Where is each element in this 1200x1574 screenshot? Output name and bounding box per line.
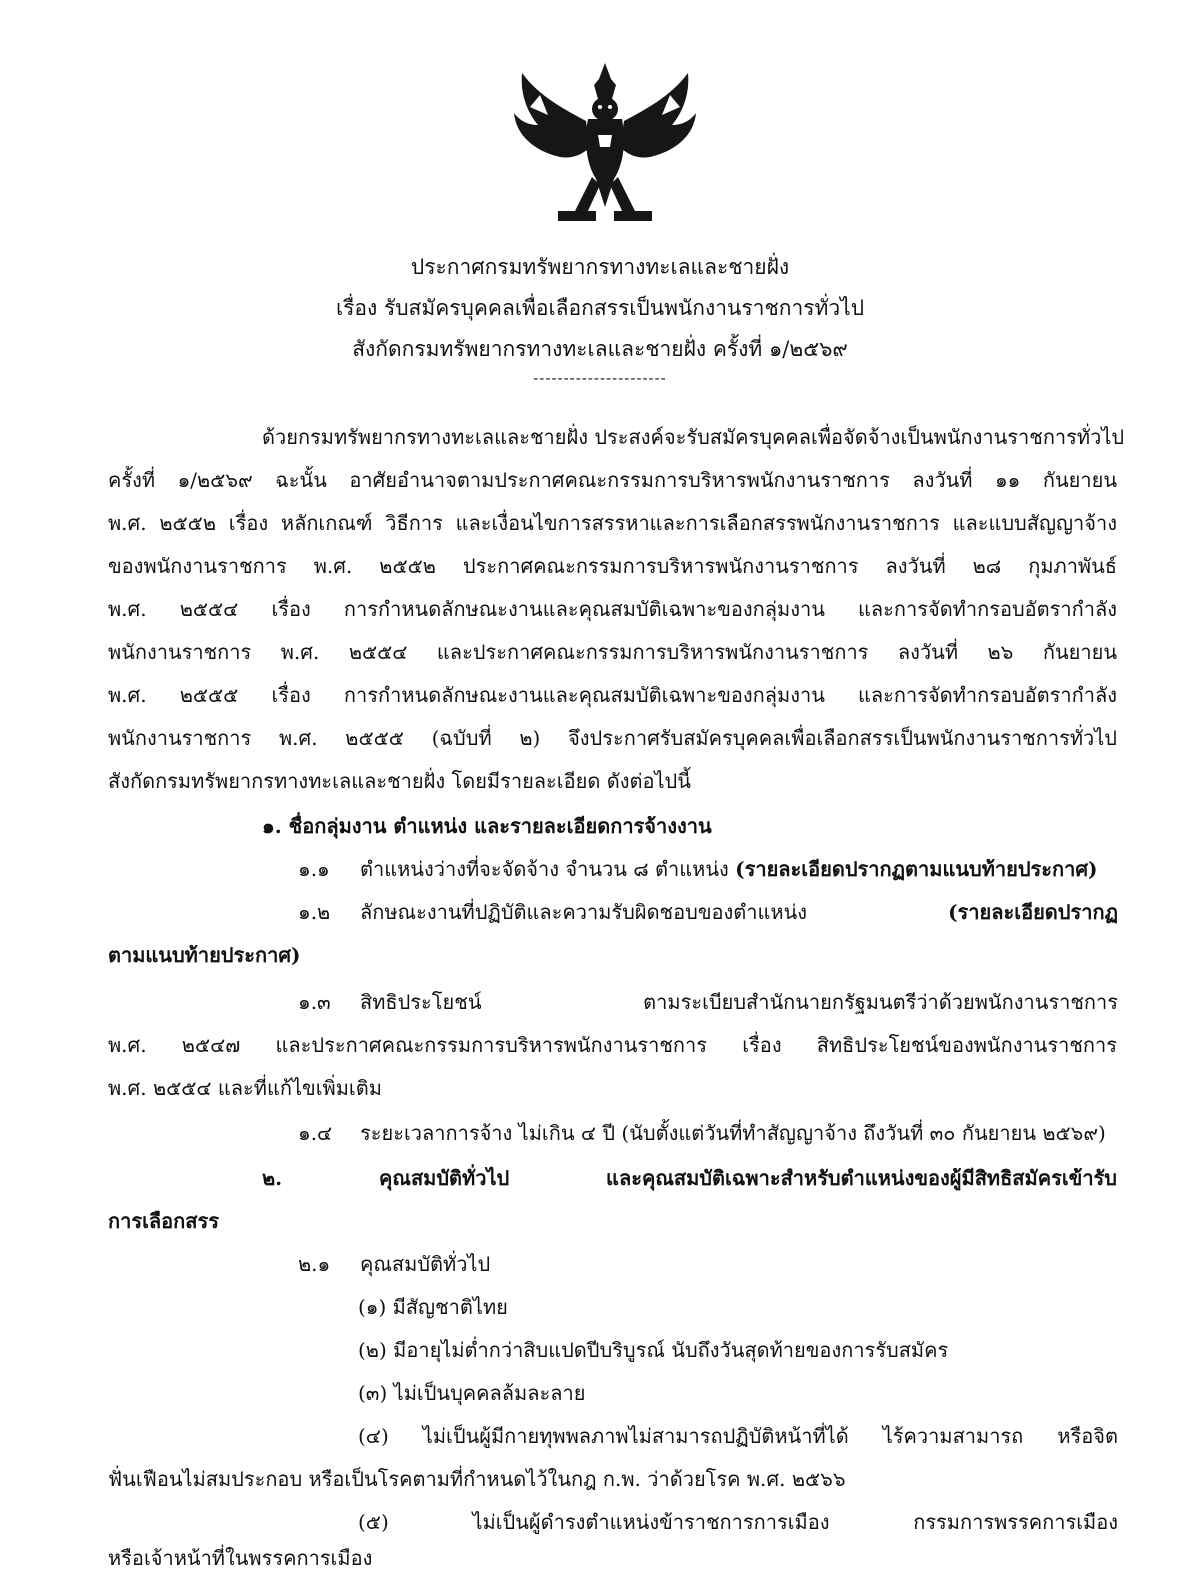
intro-line: ด้วยกรมทรัพยากรทางทะเลและชายฝั่ง ประสงค์จะรับสมัครบุคคลเพื่อจัดจ้างเป็นพนักงานราชการทั่วไป xyxy=(262,425,1125,449)
section-1-heading: ๑. ชื่อกลุ่มงาน ตำแหน่ง และรายละเอียดการจ้างงาน xyxy=(262,814,712,838)
item-1-3-continued: พ.ศ. ๒๕๕๔ และที่แก้ไขเพิ่มเติม xyxy=(108,1076,382,1100)
item-text: สิทธิประโยชน์ ตามระเบียบสำนักนายกรัฐมนตรีว่าด้วยพนักงานราชการ xyxy=(360,990,1118,1014)
item-1-3 xyxy=(298,986,1118,1018)
item-1-4 xyxy=(298,1117,1118,1149)
intro-line: พนักงานราชการ พ.ศ. ๒๕๕๔ และประกาศคณะกรรมการบริหารพนักงานราชการ ลงวันที่ ๒๖ กันยายน xyxy=(108,640,1117,664)
item-1-2 xyxy=(298,896,1118,928)
item-number: ๑.๓ xyxy=(298,990,331,1014)
qualification-item-continued: ฟั่นเฟือนไม่สมประกอบ หรือเป็นโรคตามที่กำหนดไว้ในกฎ ก.พ. ว่าด้วยโรค พ.ศ. ๒๕๖๖ xyxy=(108,1467,846,1491)
section-2-heading-continued: การเลือกสรร xyxy=(108,1209,219,1233)
qualification-item: (๓) ไม่เป็นบุคคลล้มละลาย xyxy=(358,1381,586,1405)
item-number: ๑.๔ xyxy=(298,1121,333,1145)
garuda-emblem-icon xyxy=(500,55,710,230)
intro-line: พ.ศ. ๒๕๕๕ เรื่อง การกำหนดลักษณะงานและคุณสมบัติเฉพาะของกลุ่มงาน และการจัดทำกรอบอัตรากำลัง xyxy=(108,683,1117,707)
qualification-item: (๕) ไม่เป็นผู้ดำรงตำแหน่งข้าราชการการเมือง กรรมการพรรคการเมือง xyxy=(358,1510,1118,1534)
item-1-3-continued: พ.ศ. ๒๕๔๗ และประกาศคณะกรรมการบริหารพนักงานราชการ เรื่อง สิทธิประโยชน์ของพนักงานราชการ xyxy=(108,1033,1117,1057)
qualification-item: (๔) ไม่เป็นผู้มีกายทุพพลภาพไม่สามารถปฏิบัติหน้าที่ได้ ไร้ความสามารถ หรือจิต xyxy=(358,1424,1118,1448)
header-separator: ---------------------- xyxy=(533,369,667,387)
item-text: ตำแหน่งว่างที่จะจัดจ้าง จำนวน ๘ ตำแหน่ง xyxy=(360,857,736,881)
item-text-bold: (รายละเอียดปรากฏ xyxy=(948,900,1118,924)
item-1-2-continued: ตามแนบท้ายประกาศ) xyxy=(108,943,301,967)
intro-line: ของพนักงานราชการ พ.ศ. ๒๕๕๒ ประกาศคณะกรรมการบริหารพนักงานราชการ ลงวันที่ ๒๘ กุมภาพันธ์ xyxy=(108,554,1117,578)
item-text: ระยะเวลาการจ้าง ไม่เกิน ๔ ปี (นับตั้งแต่วันที่ทำสัญญาจ้าง ถึงวันที่ ๓๐ กันยายน ๒๕๖๙) xyxy=(360,1121,1106,1145)
intro-line: พ.ศ. ๒๕๕๔ เรื่อง การกำหนดลักษณะงานและคุณสมบัติเฉพาะของกลุ่มงาน และการจัดทำกรอบอัตรากำลัง xyxy=(108,597,1117,621)
sub-section-2-1 xyxy=(298,1248,490,1280)
item-1-1 xyxy=(298,853,1118,885)
announcement-subject: เรื่อง รับสมัครบุคคลเพื่อเลือกสรรเป็นพนักงานราชการทั่วไป xyxy=(335,296,865,320)
announcement-title: ประกาศกรมทรัพยากรทางทะเลและชายฝั่ง xyxy=(410,255,790,279)
intro-line: ครั้งที่ ๑/๒๕๖๙ ฉะนั้น อาศัยอำนาจตามประกาศคณะกรรมการบริหารพนักงานราชการ ลงวันที่ ๑๑ กันยายน xyxy=(108,468,1117,492)
announcement-affiliation: สังกัดกรมทรัพยากรทางทะเลและชายฝั่ง ครั้งที่ ๑/๒๕๖๙ xyxy=(352,337,848,361)
intro-line: พ.ศ. ๒๕๕๒ เรื่อง หลักเกณฑ์ วิธีการ และเงื่อนไขการสรรหาและการเลือกสรรพนักงานราชการ และแบบสัญญาจ้าง xyxy=(108,511,1117,535)
item-number: ๒.๑ xyxy=(298,1252,331,1276)
item-text: ลักษณะงานที่ปฏิบัติและความรับผิดชอบของตำแหน่ง xyxy=(360,900,949,924)
qualification-item: (๒) มีอายุไม่ต่ำกว่าสิบแปดปีบริบูรณ์ นับถึงวันสุดท้ายของการรับสมัคร xyxy=(358,1338,949,1362)
qualification-item-continued: หรือเจ้าหน้าที่ในพรรคการเมือง xyxy=(108,1546,373,1570)
intro-line: สังกัดกรมทรัพยากรทางทะเลและชายฝั่ง โดยมีรายละเอียด ดังต่อไปนี้ xyxy=(108,769,691,793)
item-number: ๑.๒ xyxy=(298,900,331,924)
qualification-item: (๑) มีสัญชาติไทย xyxy=(358,1295,508,1319)
intro-line: พนักงานราชการ พ.ศ. ๒๕๕๕ (ฉบับที่ ๒) จึงประกาศรับสมัครบุคคลเพื่อเลือกสรรเป็นพนักงานราชการทั่วไป xyxy=(108,726,1117,750)
item-number: ๑.๑ xyxy=(298,857,330,881)
sub-section-title: คุณสมบัติทั่วไป xyxy=(360,1252,491,1276)
item-text-bold: (รายละเอียดปรากฏตามแนบท้ายประกาศ) xyxy=(735,857,1098,881)
section-2-heading: ๒. คุณสมบัติทั่วไป และคุณสมบัติเฉพาะสำหรับตำแหน่งของผู้มีสิทธิสมัครเข้ารับ xyxy=(262,1166,1117,1190)
